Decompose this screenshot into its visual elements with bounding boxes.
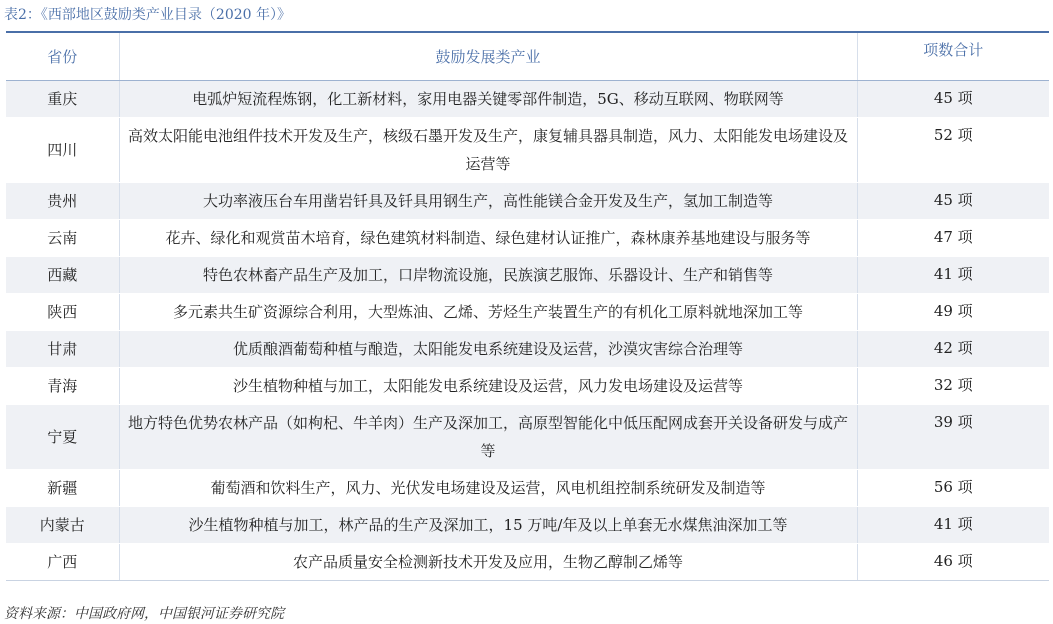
- cell-count: 32 项: [857, 368, 1049, 405]
- cell-industries: 花卉、绿化和观赏苗木培育，绿色建筑材料制造、绿色建材认证推广，森林康养基地建设与服务等: [119, 220, 857, 257]
- cell-count: 45 项: [857, 183, 1049, 220]
- cell-province: 西藏: [6, 257, 119, 294]
- cell-province: 甘肃: [6, 331, 119, 368]
- cell-industries: 沙生植物种植与加工，太阳能发电系统建设及运营，风力发电场建设及运营等: [119, 368, 857, 405]
- industry-table: [6, 31, 1049, 581]
- table-row: [6, 368, 1049, 405]
- cell-province: 贵州: [6, 183, 119, 220]
- cell-province: 内蒙古: [6, 507, 119, 544]
- cell-industries: 特色农林畜产品生产及加工，口岸物流设施，民族演艺服饰、乐器设计、生产和销售等: [119, 257, 857, 294]
- header-count: 项数合计: [857, 32, 1049, 81]
- table-row: [6, 507, 1049, 544]
- cell-industries: 高效太阳能电池组件技术开发及生产，核级石墨开发及生产，康复辅具器具制造，风力、太阳能发电场建设及运营等: [119, 118, 857, 183]
- table-row: [6, 118, 1049, 183]
- table-row: [6, 470, 1049, 507]
- table-row: [6, 81, 1049, 118]
- cell-count: 41 项: [857, 257, 1049, 294]
- table-header-row: [6, 32, 1049, 81]
- cell-count: 49 项: [857, 294, 1049, 331]
- cell-industries: 多元素共生矿资源综合利用，大型炼油、乙烯、芳烃生产装置生产的有机化工原料就地深加工等: [119, 294, 857, 331]
- cell-count: 45 项: [857, 81, 1049, 118]
- cell-province: 广西: [6, 544, 119, 581]
- table-row: [6, 220, 1049, 257]
- table-row: [6, 257, 1049, 294]
- cell-industries: 葡萄酒和饮料生产，风力、光伏发电场建设及运营，风电机组控制系统研发及制造等: [119, 470, 857, 507]
- cell-count: 47 项: [857, 220, 1049, 257]
- cell-count: 42 项: [857, 331, 1049, 368]
- table-row: [6, 331, 1049, 368]
- cell-province: 陕西: [6, 294, 119, 331]
- cell-count: 56 项: [857, 470, 1049, 507]
- cell-province: 重庆: [6, 81, 119, 118]
- header-province: 省份: [6, 32, 119, 81]
- table-row: [6, 544, 1049, 581]
- cell-count: 41 项: [857, 507, 1049, 544]
- table-title: 表2：《西部地区鼓励类产业目录（2020 年）》: [4, 7, 291, 23]
- cell-province: 四川: [6, 118, 119, 183]
- cell-province: 云南: [6, 220, 119, 257]
- cell-count: 39 项: [857, 405, 1049, 470]
- cell-count: 52 项: [857, 118, 1049, 183]
- source-note: 资料来源：中国政府网，中国银河证券研究院: [4, 606, 284, 622]
- cell-province: 青海: [6, 368, 119, 405]
- cell-province: 新疆: [6, 470, 119, 507]
- table-row: [6, 405, 1049, 470]
- cell-province: 宁夏: [6, 405, 119, 470]
- table-body: [6, 81, 1049, 581]
- cell-industries: 优质酿酒葡萄种植与酿造，太阳能发电系统建设及运营，沙漠灾害综合治理等: [119, 331, 857, 368]
- table-row: [6, 183, 1049, 220]
- cell-count: 46 项: [857, 544, 1049, 581]
- header-industries: 鼓励发展类产业: [119, 32, 857, 81]
- cell-industries: 沙生植物种植与加工，林产品的生产及深加工，15 万吨/年及以上单套无水煤焦油深加工等: [119, 507, 857, 544]
- cell-industries: 电弧炉短流程炼钢，化工新材料，家用电器关键零部件制造，5G、移动互联网、物联网等: [119, 81, 857, 118]
- table-row: [6, 294, 1049, 331]
- cell-industries: 地方特色优势农林产品（如枸杞、牛羊肉）生产及深加工，高原型智能化中低压配网成套开关设备研发与成产等: [119, 405, 857, 470]
- cell-industries: 农产品质量安全检测新技术开发及应用，生物乙醇制乙烯等: [119, 544, 857, 581]
- cell-industries: 大功率液压台车用凿岩钎具及钎具用钢生产，高性能镁合金开发及生产，氢加工制造等: [119, 183, 857, 220]
